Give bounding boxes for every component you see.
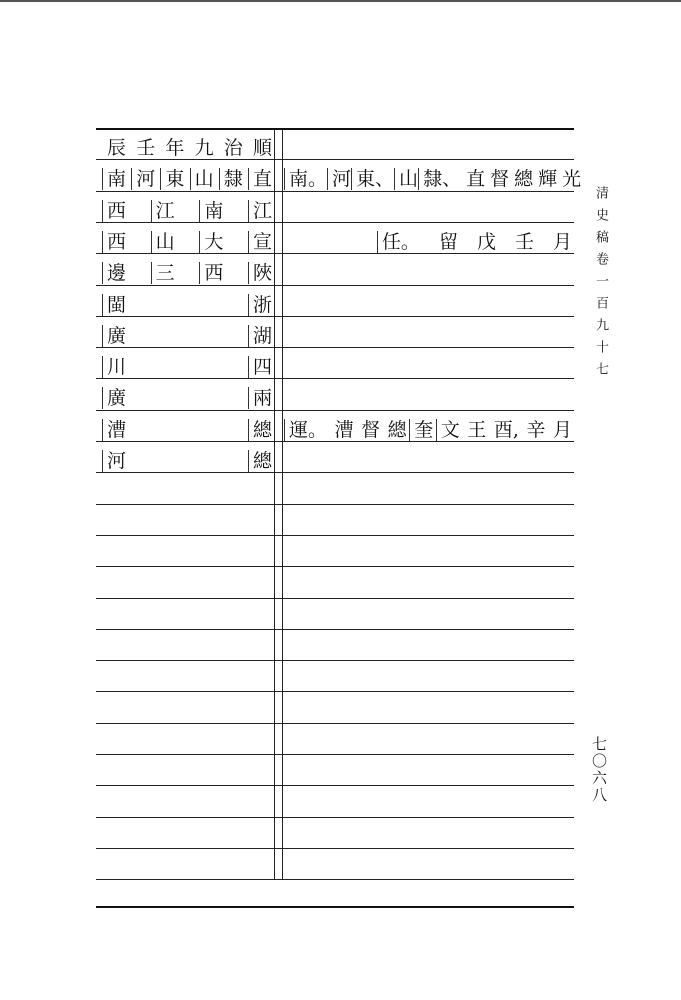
cell-char: 總 (248, 419, 272, 441)
page-number: 七〇六八 (590, 736, 608, 804)
cell-char: 運。 (284, 419, 327, 441)
row-rule (96, 504, 574, 505)
cell-char: 督 (490, 167, 510, 190)
cell-char: 川 (102, 356, 126, 378)
row-rule (96, 723, 574, 724)
row-rule (96, 848, 574, 849)
official-table (96, 128, 582, 908)
cell-char: 任。 (377, 231, 420, 253)
table-row (96, 132, 574, 163)
province-cell (102, 195, 272, 226)
appointment-cell (284, 226, 572, 257)
cell-char: 湖 (248, 325, 272, 347)
cell-char: 東、 (351, 168, 394, 190)
cell-char: 山 (190, 168, 214, 190)
cell-char: 總 (514, 167, 534, 190)
cell-char: 月 (552, 418, 572, 441)
table-row (96, 289, 574, 320)
province-cell (102, 226, 272, 257)
cell-char: 四 (248, 356, 272, 378)
cell-char: 辰 (107, 136, 127, 159)
cell-char: 宣 (248, 231, 272, 253)
province-cell (102, 163, 272, 194)
cell-char: 隸、 (418, 168, 461, 190)
cell-char: 戊 (476, 230, 496, 253)
cell-char: 壬 (136, 136, 156, 159)
cell-char: 王 (467, 418, 487, 441)
province-cell (102, 351, 272, 382)
cell-char: 閩 (102, 294, 126, 316)
cell-char: 東 (160, 168, 184, 190)
cell-char: 三 (151, 262, 175, 284)
table-row (96, 445, 574, 476)
row-rule (96, 598, 574, 599)
cell-char: 光 (562, 167, 582, 190)
cell-char: 河 (102, 450, 126, 472)
cell-char: 廣 (102, 325, 126, 347)
side-title: 清史稿卷一百九十七 (593, 186, 608, 384)
cell-char: 南 (199, 200, 223, 222)
cell-char: 河 (131, 168, 155, 190)
appointment-cell (284, 163, 582, 194)
cell-char: 年 (165, 136, 185, 159)
cell-char: 辛 (526, 418, 546, 441)
cell-char: 漕 (102, 419, 126, 441)
cell-char: 月 (552, 230, 572, 253)
table-row (96, 351, 574, 382)
province-cell (102, 414, 272, 445)
province-cell (102, 382, 272, 413)
table-row (96, 414, 574, 445)
province-cell (102, 257, 272, 288)
appointment-cell (284, 414, 572, 445)
row-rule (96, 879, 574, 880)
cell-char: 西 (102, 200, 126, 222)
province-cell (102, 132, 272, 163)
page-top-border (0, 0, 681, 2)
cell-char: 邊 (102, 262, 126, 284)
cell-char: 留 (438, 230, 458, 253)
table-row (96, 320, 574, 351)
row-rule (96, 566, 574, 567)
cell-char: 文 (436, 419, 460, 441)
cell-char: 奎 (409, 419, 433, 441)
cell-char: 山 (151, 231, 175, 253)
cell-char: 酉, (493, 418, 519, 441)
table-row (96, 195, 574, 226)
table-row (96, 163, 582, 194)
cell-char: 大 (199, 231, 223, 253)
table-row (96, 382, 574, 413)
cell-char: 兩 (248, 387, 272, 409)
province-cell (102, 289, 272, 320)
row-rule (96, 785, 574, 786)
table-row (96, 257, 574, 288)
cell-char: 總 (387, 418, 407, 441)
row-rule (96, 754, 574, 755)
cell-char: 治 (223, 136, 243, 159)
cell-char: 南。 (284, 168, 327, 190)
cell-char: 輝 (538, 167, 558, 190)
cell-char: 江 (151, 200, 175, 222)
cell-char: 壬 (514, 230, 534, 253)
row-rule (96, 629, 574, 630)
row-rule (96, 691, 574, 692)
row-rule (96, 906, 574, 908)
province-cell (102, 445, 272, 476)
cell-char: 河 (327, 168, 351, 190)
cell-char: 西 (102, 231, 126, 253)
cell-char: 督 (361, 418, 381, 441)
cell-char: 順 (252, 136, 272, 159)
cell-char: 浙 (248, 294, 272, 316)
cell-char: 江 (248, 200, 272, 222)
province-cell (102, 320, 272, 351)
cell-char: 廣 (102, 387, 126, 409)
cell-char: 直 (466, 167, 486, 190)
row-rule (96, 535, 574, 536)
cell-char: 總 (248, 450, 272, 472)
cell-char: 陜 (248, 262, 272, 284)
table-row (96, 226, 574, 257)
cell-char: 漕 (334, 418, 354, 441)
cell-char: 山 (394, 168, 418, 190)
row-rule (96, 817, 574, 818)
cell-char: 南 (102, 168, 126, 190)
row-rule (96, 128, 574, 130)
cell-char: 西 (199, 262, 223, 284)
cell-char: 直 (248, 168, 272, 190)
cell-char: 九 (194, 136, 214, 159)
cell-char: 隸 (219, 168, 243, 190)
row-rule (96, 660, 574, 661)
